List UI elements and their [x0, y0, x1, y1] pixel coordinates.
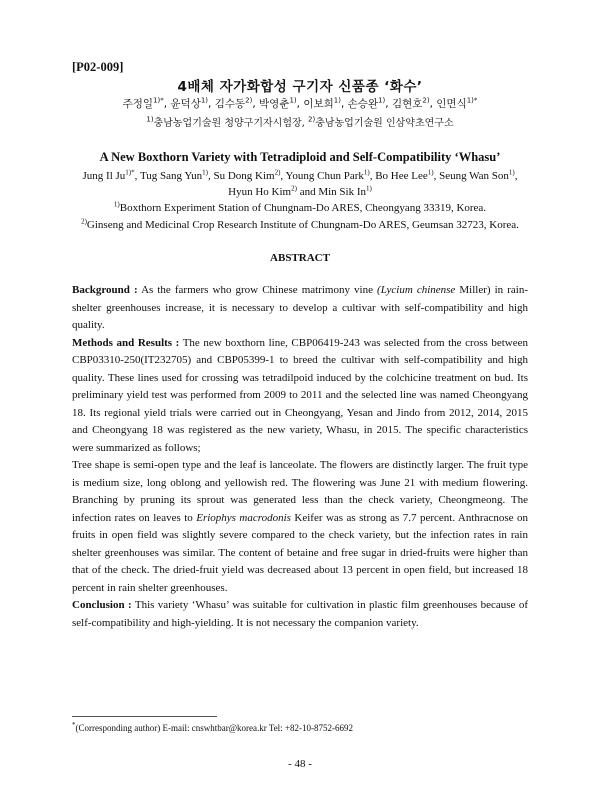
author: 손승완$^{1)}$ — [347, 96, 386, 110]
author: 박영춘$^{1)}$ — [259, 96, 297, 110]
author: Tug Sang Yun$^{1)}$ — [139, 168, 208, 182]
methods-paragraph: Methods and Results : The new boxthorn line, CBP06419-243 was selected from the cross between CBP03310-250(IT232705) and CBP05399-1 to breed the cultivar with self-compatibility and high quality. These lines used for crossing was tetradilpoid induced by the colchicine treatment on bud. Its preliminary yield test was performed from 2009 to 2011 and the selected line was named Cheongyang 18. Its regional yield trials were carried out in Cheongyang, Yesan and Jindo from 2012, 2014, 2015 and Cheongyang 18 was registered as the new variety, Whasu, in 2015. The specific characteristics were summarized as follows; — [72, 336, 528, 454]
footnote-divider — [72, 716, 217, 717]
author: Su Dong Kim$^{2)}$ — [213, 168, 281, 182]
korean-title: 4배체 자가화합성 구기자 신품종 ‘화수’ — [177, 79, 423, 95]
english-affiliation-2: $^{2)}$Ginseng and Medicinal Crop Research Institute of Chungnam-Do ARES, Geumsan 32723, Korea. — [81, 217, 519, 231]
page-number: - 48 - — [288, 758, 312, 770]
footnote: *(Corresponding author) E-mail: cnswhtbar@korea.kr Tel: +82-10-8752-6692 — [72, 721, 354, 733]
traits-paragraph: Tree shape is semi-open type and the leaf is lanceolate. The flowers are distinctly larger. The fruit type is medium size, long oblong and yellowish red. The flowering was June 21 with medium flowering. Branching by pruning its sprout was generated less than the check variety, Cheongmeong. The infection rates on leaves to Eriophys macrodonis Keifer was as strong as 7.7 percent. Anthracnose on fruits in open field was slightly severe compared to the check variety, but the infection rates in rain shelter greenhouses was similar. The content of betaine and free sugar in dried-fruits were higher than that of the check. The dried-fruit yield was decreased about 13 percent in open field, but increased 18 percent in rain shelter greenhouses. — [72, 459, 528, 594]
methods-label: Methods and Results : — [72, 336, 180, 349]
author: Bo Hee Lee$^{1)}$ — [375, 168, 434, 182]
author: 주정일$^{1)*}$ — [122, 96, 164, 110]
conclusion-label: Conclusion : — [72, 599, 132, 611]
background-paragraph: Background : As the farmers who grow Chinese matrimony vine (Lycium chinense Miller) in rain-shelter greenhouses increase, it is necessary to develop a cultivar with self-compatibility and high quality. — [72, 284, 529, 331]
english-title: A New Boxthorn Variety with Tetradiploid and Self-Compatibility ‘Whasu’ — [99, 150, 501, 164]
author: Young Chun Park$^{1)}$ — [285, 168, 370, 182]
author: Jung Il $Ju^{1)*}$ — [82, 168, 135, 182]
abstract-code: [P02-009] — [72, 60, 124, 74]
abstract-body — [72, 282, 528, 632]
author: Min Sik In$^{1)}$ — [318, 184, 372, 198]
abstract-heading: ABSTRACT — [270, 252, 330, 264]
korean-authors: 주정일$^{1)*}$, 윤덕상$^{1)}$, 김수동$^{2)}$, 박영춘$^{1)}$, 이보희$^{1)}$, 손승완$^{1)}$, 김현호$^{2)}$, 인면식$^{1)*}$ — [122, 96, 478, 110]
english-affiliation-1: $^{1)}$Boxthorn Experiment Station of Chungnam-Do ARES, Cheongyang 33319, Korea. — [113, 200, 487, 214]
author: Seung Wan Son$^{1)}$ — [439, 168, 515, 182]
background-label: Background : — [72, 284, 138, 296]
author: 이보희$^{1)}$ — [303, 96, 341, 110]
author: 김수동$^{2)}$ — [214, 96, 253, 110]
author: 윤덕상$^{1)}$ — [170, 96, 209, 110]
conclusion-paragraph: Conclusion : This variety ‘Whasu’ was suitable for cultivation in plastic film greenhouses because of self-compatibility and high-yielding. It is not necessary the companion variety. — [72, 599, 528, 629]
korean-affiliations: $^{1)}$충남농업기술원 청양구기자시험장, $^{2)}$충남농업기술원 인삼약초연구소 — [146, 115, 454, 129]
author: 인면식$^{1)*}$ — [436, 96, 478, 110]
english-authors: Jung Il $Ju^{1)*}$, Tug Sang Yun$^{1)}$, Su Dong Kim$^{2)}$, Young Chun Park$^{1)}$, Bo Hee Lee$^{1)}$, Seung Wan Son$^{1)}$, Hyun Ho Kim$^{2)}$ and Min Sik In$^{1)}$ — [82, 168, 518, 198]
author: Hyun Ho Kim$^{2)}$ — [228, 184, 297, 198]
author: 김현호$^{2)}$ — [391, 96, 430, 110]
